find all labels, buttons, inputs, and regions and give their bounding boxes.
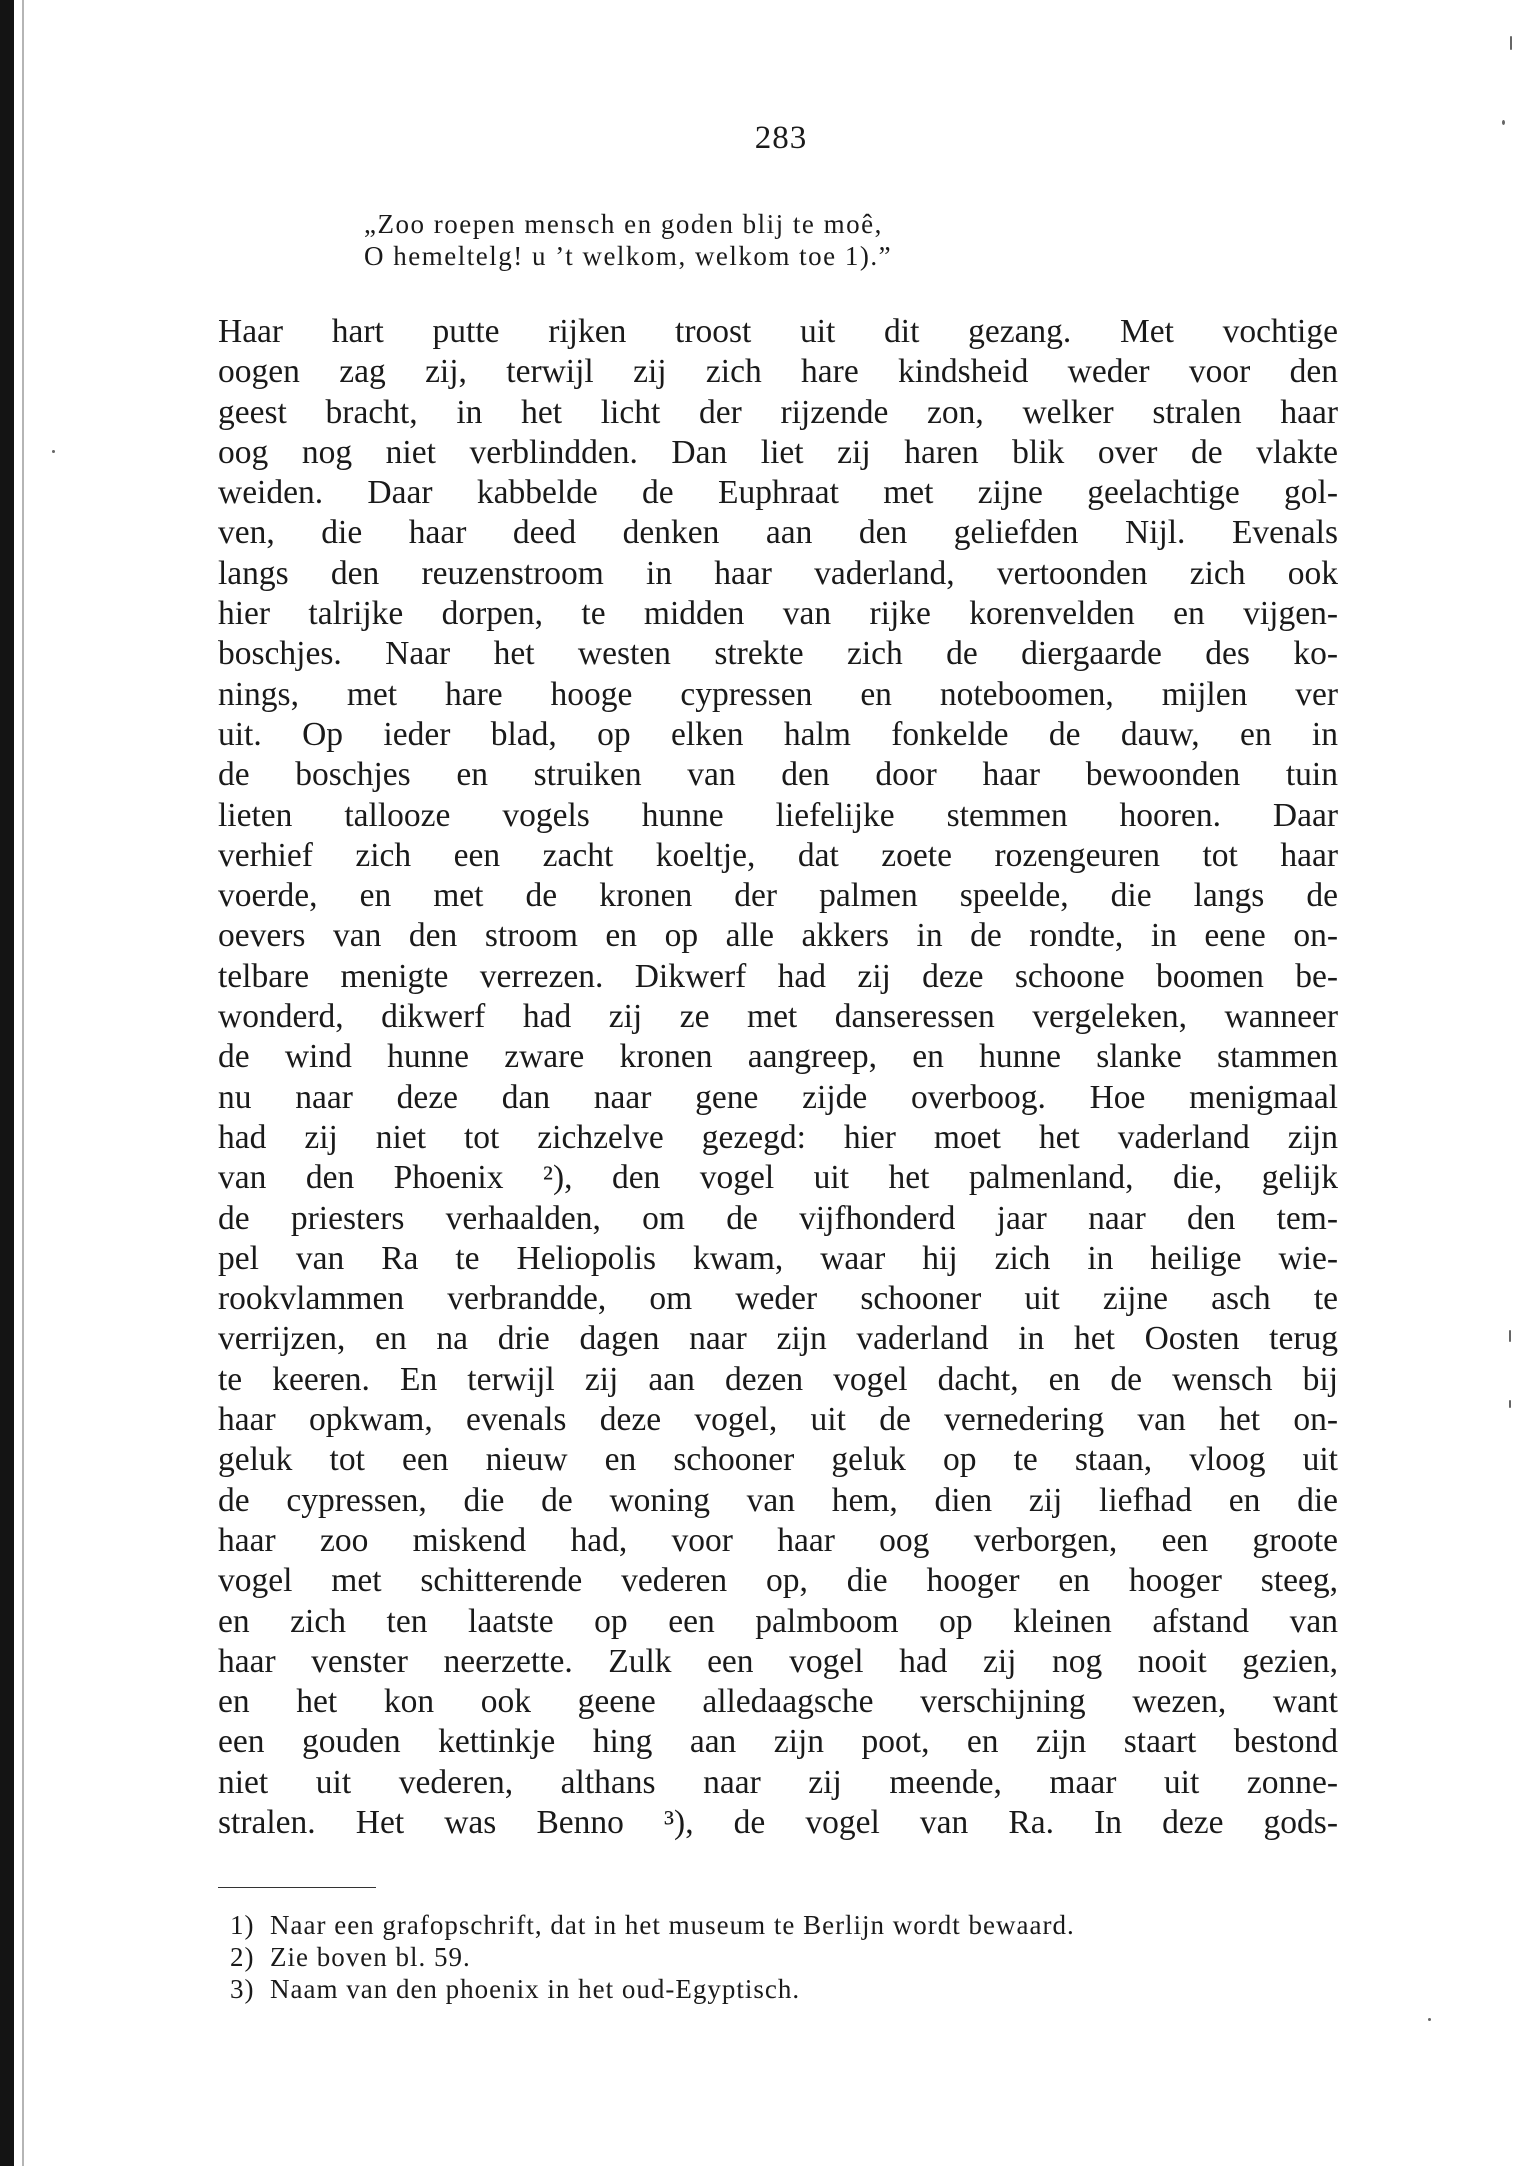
text-line: stralen. Het was Benno ³), de vogel van Ra. In deze gods- — [218, 1803, 1338, 1841]
text-line: te keeren. En terwijl zij aan dezen vogel dacht, en de wensch bij — [218, 1360, 1338, 1398]
text-line: langs den reuzenstroom in haar vaderland, vertoonden zich ook — [218, 554, 1338, 592]
text-line: wonderd, dikwerf had zij ze met danseressen vergeleken, wanneer — [218, 998, 1338, 1036]
verse-line: O hemeltelg! u ’t welkom, welkom toe 1).” — [364, 241, 893, 271]
text-line: een gouden kettinkje hing aan zijn poot, en zijn staart bestond — [218, 1723, 1338, 1761]
text-line: nings, met hare hooge cypressen en noteboomen, mijlen ver — [218, 675, 1338, 713]
footnote-number: 3) — [230, 1974, 255, 2004]
print-speck — [1509, 1400, 1511, 1408]
binding-shadow — [22, 0, 24, 2166]
verse-line: „Zoo roepen mensch en goden blij te moê, — [364, 209, 883, 239]
text-line: verrijzen, en na drie dagen naar zijn vaderland in het Oosten terug — [218, 1320, 1338, 1358]
text-line: uit. Op ieder blad, op elken halm fonkelde de dauw, en in — [218, 715, 1338, 753]
text-line: weiden. Daar kabbelde de Euphraat met zijne geelachtige gol- — [218, 474, 1338, 512]
text-line: van den Phoenix ²), den vogel uit het palmenland, die, gelijk — [218, 1159, 1338, 1197]
print-speck — [52, 450, 55, 453]
footnote-text: Naam van den phoenix in het oud-Egyptisch. — [270, 1974, 801, 2004]
text-line: de cypressen, die de woning van hem, dien zij liefhad en die — [218, 1481, 1338, 1519]
footnote-text: Zie boven bl. 59. — [270, 1942, 471, 1972]
text-line: oevers van den stroom en op alle akkers in de rondte, in eene on- — [218, 917, 1338, 955]
footnote — [230, 1941, 1330, 1973]
text-line: verhief zich een zacht koeltje, dat zoete rozengeuren tot haar — [218, 836, 1338, 874]
text-line: geluk tot een nieuw en schooner geluk op te staan, vloog uit — [218, 1441, 1338, 1479]
footnote — [230, 1973, 1330, 2005]
text-line: niet uit vederen, althans naar zij meende, maar uit zonne- — [218, 1763, 1338, 1801]
text-line: haar opkwam, evenals deze vogel, uit de vernedering van het on- — [218, 1401, 1338, 1439]
text-line: telbare menigte verrezen. Dikwerf had zij deze schoone boomen be- — [218, 957, 1338, 995]
verse-quote — [364, 208, 1124, 272]
text-line: pel van Ra te Heliopolis kwam, waar hij zich in heilige wie- — [218, 1239, 1338, 1277]
text-line: boschjes. Naar het westen strekte zich de diergaarde des ko- — [218, 635, 1338, 673]
binding-edge — [0, 0, 14, 2166]
text-line: en zich ten laatste op een palmboom op kleinen afstand van — [218, 1602, 1338, 1640]
page-number: 283 — [754, 120, 808, 156]
text-line: de priesters verhaalden, om de vijfhonderd jaar naar den tem- — [218, 1199, 1338, 1237]
text-line: oog nog niet verblindden. Dan liet zij haren blik over de vlakte — [218, 433, 1338, 471]
text-line: hier talrijke dorpen, te midden van rijke korenvelden en vijgen- — [218, 595, 1338, 633]
text-line: geest bracht, in het licht der rijzende zon, welker stralen haar — [218, 393, 1338, 431]
text-line: haar zoo miskend had, voor haar oog verborgen, een groote — [218, 1521, 1338, 1559]
text-line: haar venster neerzette. Zulk een vogel had zij nog nooit gezien, — [218, 1642, 1338, 1680]
print-speck — [1502, 120, 1505, 125]
footnote-number: 1) — [230, 1910, 255, 1940]
text-line: rookvlammen verbrandde, om weder schooner uit zijne asch te — [218, 1280, 1338, 1318]
footnote-rule — [218, 1887, 376, 1888]
print-speck — [1509, 1330, 1511, 1342]
body-text — [218, 312, 1338, 1843]
footnotes — [230, 1909, 1330, 2005]
text-line: en het kon ook geene alledaagsche verschijning wezen, want — [218, 1683, 1338, 1721]
text-line: ven, die haar deed denken aan den geliefden Nijl. Evenals — [218, 514, 1338, 552]
text-line: vogel met schitterende vederen op, die hooger en hooger steeg, — [218, 1562, 1338, 1600]
text-line: oogen zag zij, terwijl zij zich hare kindsheid weder voor den — [218, 353, 1338, 391]
footnote — [230, 1909, 1330, 1941]
text-line: de wind hunne zware kronen aangreep, en hunne slanke stammen — [218, 1038, 1338, 1076]
print-speck — [1428, 2018, 1431, 2021]
text-line: voerde, en met de kronen der palmen speelde, die langs de — [218, 877, 1338, 915]
footnote-text: Naar een grafopschrift, dat in het museum te Berlijn wordt bewaard. — [270, 1910, 1075, 1940]
text-line: had zij niet tot zichzelve gezegd: hier moet het vaderland zijn — [218, 1118, 1338, 1156]
text-line: nu naar deze dan naar gene zijde overboog. Hoe menigmaal — [218, 1078, 1338, 1116]
text-line: de boschjes en struiken van den door haar bewoonden tuin — [218, 756, 1338, 794]
text-line: Haar hart putte rijken troost uit dit gezang. Met vochtige — [218, 313, 1338, 350]
print-speck — [1510, 36, 1512, 50]
footnote-number: 2) — [230, 1942, 255, 1972]
text-line: lieten tallooze vogels hunne liefelijke stemmen hooren. Daar — [218, 796, 1338, 834]
